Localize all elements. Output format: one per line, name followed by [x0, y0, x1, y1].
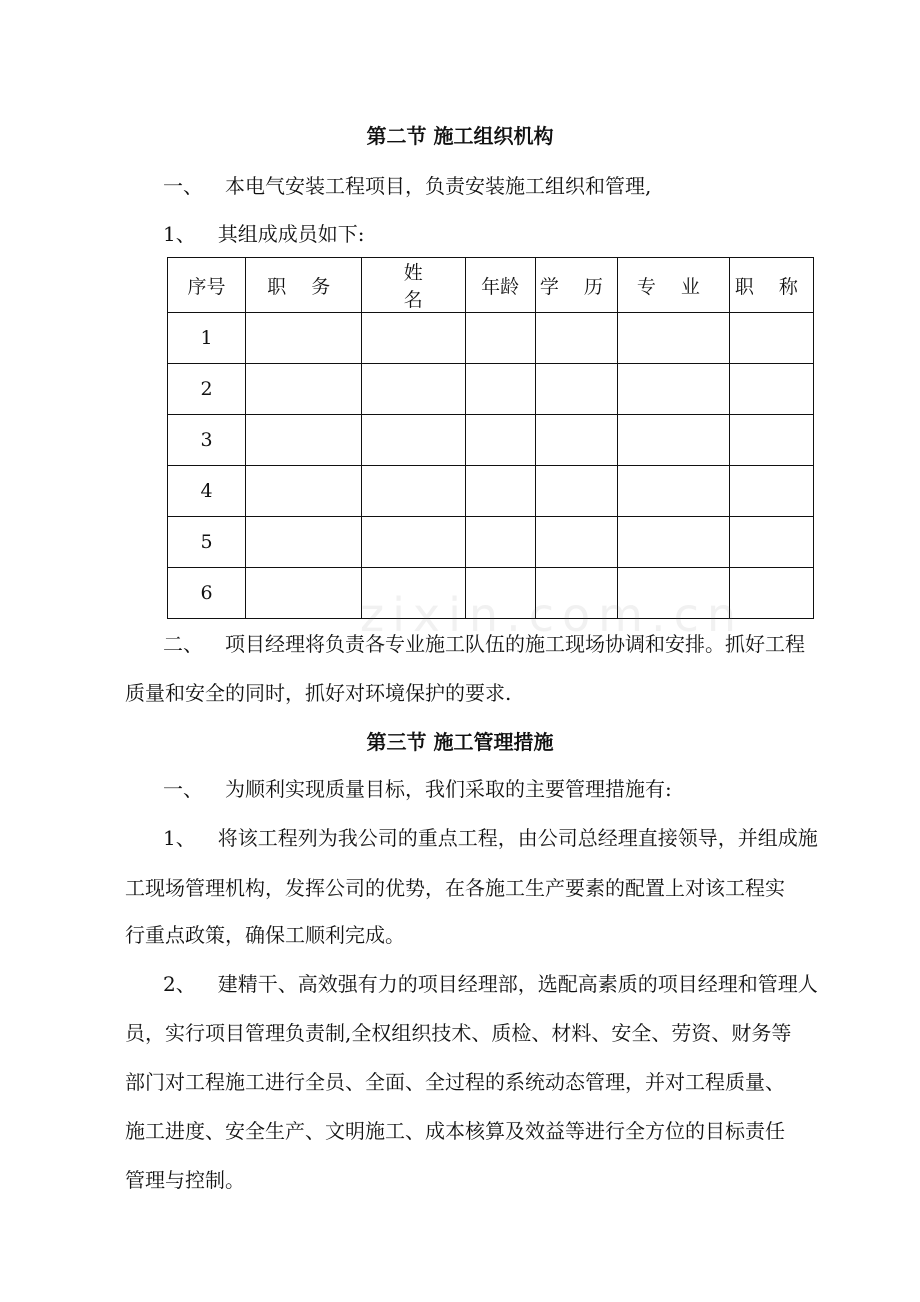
table-cell	[362, 313, 466, 364]
table-row	[168, 313, 814, 364]
table-cell	[535, 313, 617, 364]
header-name: 姓 名	[362, 258, 466, 313]
table-cell	[362, 415, 466, 466]
item-text: 其组成成员如下:	[217, 222, 365, 246]
item-text: 将该工程列为我公司的重点工程，由公司总经理直接领导，并组成施	[217, 826, 818, 850]
header-education: 学 历	[535, 258, 617, 313]
item-text: 项目经理将负责各专业施工队伍的施工现场协调和安排。抓好工程	[225, 632, 805, 656]
watermark: zixin.com.cn	[360, 588, 745, 642]
table-cell	[362, 364, 466, 415]
table-cell	[465, 364, 535, 415]
section-2-title: 第二节 施工组织机构	[366, 124, 554, 148]
table-cell	[246, 568, 362, 619]
table-cell	[617, 466, 729, 517]
table-cell	[246, 466, 362, 517]
table-cell	[362, 466, 466, 517]
row-number: 2	[168, 364, 246, 415]
section-2-subitem-1	[163, 220, 364, 248]
table-cell	[729, 466, 813, 517]
table-cell	[535, 517, 617, 568]
header-major: 专 业	[617, 258, 729, 313]
table-cell	[246, 364, 362, 415]
header-title: 职 称	[729, 258, 813, 313]
item-number: 一、	[163, 174, 203, 198]
item-number: 1、	[163, 222, 196, 246]
table-cell	[535, 466, 617, 517]
table-row	[168, 517, 814, 568]
section-3-item-1	[163, 775, 672, 803]
item-number: 1、	[163, 826, 196, 850]
table-cell	[246, 517, 362, 568]
table-cell	[617, 313, 729, 364]
table-row	[168, 364, 814, 415]
row-number: 4	[168, 466, 246, 517]
table-cell	[465, 415, 535, 466]
paragraph-1-line-2: 工现场管理机构，发挥公司的优势，在各施工生产要素的配置上对该工程实	[125, 876, 785, 900]
section-3-title: 第三节 施工管理措施	[366, 730, 554, 754]
table-row	[168, 466, 814, 517]
table-cell	[362, 517, 466, 568]
item-text: 本电气安装工程项目，负责安装施工组织和管理,	[225, 174, 652, 198]
paragraph-2-line-2: 员，实行项目管理负责制,全权组织技术、质检、材料、安全、劳资、财务等	[125, 1021, 792, 1045]
section-2-item-2	[163, 630, 805, 658]
table-cell	[729, 313, 813, 364]
paragraph-2-line-4: 施工进度、安全生产、文明施工、成本核算及效益等进行全方位的目标责任	[125, 1119, 785, 1143]
item-number: 2、	[163, 972, 196, 996]
table-header-row	[168, 258, 814, 313]
header-seq: 序号	[168, 258, 246, 313]
item-text: 建精干、高效强有力的项目经理部，选配高素质的项目经理和管理人	[217, 972, 818, 996]
paragraph-2-line-3: 部门对工程施工进行全员、全面、全过程的系统动态管理，并对工程质量、	[125, 1070, 785, 1094]
row-number: 3	[168, 415, 246, 466]
table-cell	[246, 415, 362, 466]
section-3-paragraph-1	[163, 824, 818, 852]
header-position: 职 务	[246, 258, 362, 313]
table-cell	[617, 364, 729, 415]
header-age: 年龄	[465, 258, 535, 313]
table-cell	[465, 517, 535, 568]
staff-table	[167, 257, 814, 619]
table-cell	[535, 364, 617, 415]
item-number: 一、	[163, 777, 203, 801]
table-cell	[617, 415, 729, 466]
table-cell	[729, 517, 813, 568]
row-number: 5	[168, 517, 246, 568]
row-number: 6	[168, 568, 246, 619]
table-row	[168, 415, 814, 466]
paragraph-2-line-5: 管理与控制。	[125, 1168, 245, 1192]
table-cell	[465, 466, 535, 517]
section-2-item-2-cont: 质量和安全的同时，抓好对环境保护的要求.	[125, 681, 512, 705]
table-cell	[617, 517, 729, 568]
item-number: 二、	[163, 632, 203, 656]
table-cell	[465, 313, 535, 364]
row-number: 1	[168, 313, 246, 364]
table-cell	[729, 364, 813, 415]
section-2-item-1	[163, 172, 651, 200]
table-cell	[246, 313, 362, 364]
table-cell	[535, 415, 617, 466]
paragraph-1-line-3: 行重点政策，确保工顺利完成。	[125, 923, 405, 947]
table-cell	[729, 415, 813, 466]
item-text: 为顺利实现质量目标，我们采取的主要管理措施有:	[225, 777, 672, 801]
section-3-paragraph-2	[163, 970, 818, 998]
